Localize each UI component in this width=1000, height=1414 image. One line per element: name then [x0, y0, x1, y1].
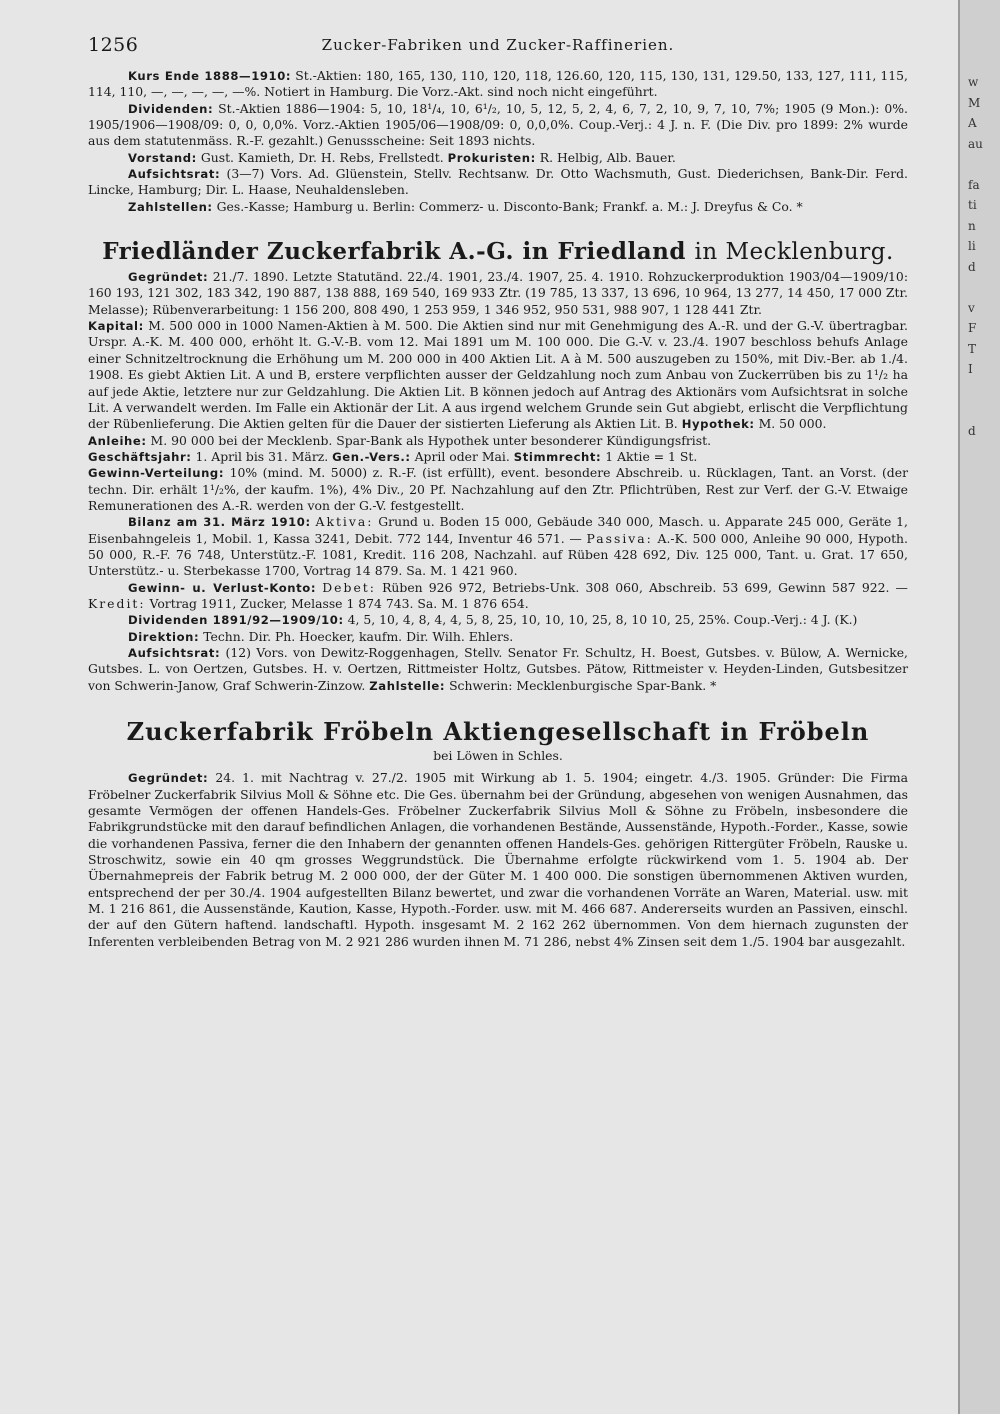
- gewinn-label: Gewinn-Verteilung:: [88, 466, 225, 481]
- adjacent-page-letter: [968, 626, 998, 647]
- hypothek-label: Hypothek:: [681, 417, 755, 432]
- bilanz-aktiva-word: Aktiva:: [315, 514, 374, 530]
- bilanz-passiva-word: Passiva:: [586, 530, 653, 546]
- friedland-guv: [88, 580, 908, 613]
- adjacent-page-letter: n: [968, 218, 976, 233]
- guv-label: Gewinn- u. Verlust-Konto:: [128, 580, 317, 595]
- adjacent-page-letter: [968, 564, 998, 585]
- genvers-text: April oder Mai.: [414, 448, 510, 464]
- friedland-geschaeftsjahr: [88, 449, 908, 465]
- adjacent-page-letter: [968, 462, 998, 483]
- adjacent-page-letter: [968, 585, 998, 606]
- friedland-gegruendet: [88, 269, 908, 318]
- friedland-anleihe: [88, 433, 908, 449]
- friedland-bilanz: [88, 514, 908, 579]
- friedland-title-location: in Mecklenburg.: [694, 239, 894, 266]
- zahlstellen-text: Ges.-Kasse; Hamburg u. Berlin: Commerz- u. Disconto-Bank; Frankf. a. M.: J. Dreyfus & Co. *: [216, 198, 803, 214]
- geschaeftsjahr-label: Geschäftsjahr:: [88, 449, 192, 464]
- adjacent-page-letter: [968, 482, 998, 503]
- adjacent-page-letters: [968, 72, 998, 646]
- ar-text: (12) Vors. von Dewitz-Roggenhagen, Stellv. Senator Fr. Schultz, H. Boest, Gutsbes. v. Bülow, A. Wernicke, Gutsbes. L. von Oertzen, Gutsbes. H. v. Oertzen, Rittmeister Holtz, Gutsbes. Pätow, Rittmeister v. Heyden-Linden, Gutsbesitzer von Schwerin-Janow, Graf Schwerin-Zinzow.: [88, 645, 908, 693]
- aufsichtsrat-paragraph: [88, 166, 908, 199]
- adjacent-page-letter: li: [968, 239, 976, 253]
- zahlstellen-label: Zahlstellen:: [128, 199, 213, 214]
- stimmrecht-label: Stimmrecht:: [513, 449, 602, 464]
- adjacent-page-letter: [968, 154, 998, 175]
- kurs-paragraph: [88, 68, 908, 101]
- friedland-aufsichtsrat: [88, 645, 908, 694]
- froebeln-subtitle: bei Löwen in Schles.: [433, 748, 563, 764]
- friedland-direktion: [88, 629, 908, 645]
- running-title: Zucker-Fabriken und Zucker-Raffinerien.: [321, 36, 675, 54]
- guv-debet-text: Rüben 926 972, Betriebs-Unk. 308 060, Abschreib. 53 699, Gewinn 587 922. —: [382, 579, 908, 595]
- froebeln-gegruendet-text: 24. 1. mit Nachtrag v. 27./2. 1905 mit Wirkung ab 1. 5. 1904; eingetr. 4./3. 1905. Gründer: Die Firma Fröbelner Zuckerfabrik Silvius Moll & Söhne etc. Die Ges. übernahm bei der Gründung, abgesehen von wenigen Ausnahmen, das gesamte Vermögen der offenen Handels-Ges. Fröbelner Zuckerfabrik Silvius Moll & Söhne zu Fröbeln, insbesondere die Fabrikgrundstücke mit den darauf befindlichen Anlagen, die vorhandenen Bestände, Aussenstände, Hypoth.-Forder., Kasse, sowie die vorhandenen Passiva, ferner die den Inhabern der genannten offenen Handels-Ges. gehörigen Rittergüter Fröbeln, Rauske u. Stroschwitz, sowie ein 40 qm grosses Weggrundstück. Die Übernahme erfolgte rückwirkend vom 1. 5. 1904 ab. Der Übernahmepreis der Fabrik betrug M. 2 000 000, der der Güter M. 1 400 000. Die sonstigen übernommenen Aktiven wurden, entsprechend der per 30./4. 1904 aufgestellten Bilanz bewertet, und zwar die vorhandenen Vorräte an Waren, Material. usw. mit M. 1 216 861, die Aussenstände, Kaution, Kasse, Hypoth.-Forder. usw. mit M. 466 687. Andererseits wurden an Passiven, einschl. der auf den Gütern haftend. landschaftl. Hypoth. insgesamt M. 2 162 262 übernommen. Von dem hiernach zugunsten der Inferenten verbleibenden Betrag von M. 2 921 286 wurden ihnen M. 71 286, nebst 4% Zinsen seit dem 1./5. 1904 bar ausgezahlt.: [88, 770, 908, 949]
- page-content: [88, 68, 908, 950]
- guv-debet-word: Debet:: [322, 579, 376, 595]
- kapital-label: Kapital:: [88, 319, 144, 334]
- dividenden-text: St.-Aktien 1886—1904: 5, 10, 18¹/₄, 10, 6¹/₂, 10, 5, 12, 5, 2, 4, 6, 7, 2, 10, 9, 7, 10, 7%; 1905 (9 Mon.): 0%. 1905/1906—1908/09: 0, 0, 0,0%. Vorz.-Aktien 1905/06—1908/09: 0, 0,0,0%. Coup.-Verj.: 4 J. n. F. (Die Div. pro 1899: 2% wurde aus dem statutenmäss. R.-F. gezahlt.) Genussscheine: Seit 1893 nichts.: [88, 100, 908, 149]
- genvers-label: Gen.-Vers.:: [332, 449, 411, 464]
- prokuristen-text: R. Helbig, Alb. Bauer.: [539, 149, 676, 165]
- guv-kredit-text: Vortrag 1911, Zucker, Melasse 1 874 743. Sa. M. 1 876 654.: [149, 595, 529, 611]
- adjacent-page-letter: [968, 277, 998, 298]
- bilanz-aktiva-text: Grund u. Boden 15 000, Gebäude 340 000, Masch. u. Apparate 245 000, Geräte 1, Eisenbahngeleis 1, Mobil. 1, Kassa 3241, Debit. 772 144, Inventur 46 571. —: [88, 514, 908, 546]
- adjacent-page-letter: fa: [968, 177, 980, 192]
- ar-label: Aufsichtsrat:: [128, 646, 221, 660]
- adjacent-page-letter: [968, 605, 998, 626]
- adjacent-page-letter: M: [968, 95, 981, 110]
- friedland-title: [88, 235, 908, 269]
- zahlstellen-paragraph: [88, 199, 908, 215]
- adjacent-page-letter: [968, 400, 998, 421]
- vorstand-label: Vorstand:: [128, 150, 197, 165]
- adjacent-page-letter: w: [968, 75, 979, 89]
- friedland-dividenden: [88, 612, 908, 628]
- adjacent-page-letter: d: [968, 259, 976, 274]
- adjacent-page-letter: v: [968, 300, 975, 315]
- direktion-text: Techn. Dir. Ph. Hoecker, kaufm. Dir. Wilh. Ehlers.: [203, 628, 514, 644]
- kapital-text: M. 500 000 in 1000 Namen-Aktien à M. 500. Die Aktien sind nur mit Genehmigung des A.-R. und der G.-V. übertragbar. Urspr. A.-K. M. 400 000, erhöht lt. G.-V.-B. vom 12. Mai 1891 um M. 100 000. Die G.-V. v. 23./4. 1907 beschloss behufs Anlage einer Schnitzeltrocknung die Erhöhung um M. 200 000 in 400 Aktien Lit. A à M. 500 auszugeben zu 150%, mit Div.-Ber. ab 1./4. 1908. Es giebt Aktien Lit. A und B, erstere verpflichten ausser der Geldzahlung noch zum Anbau von Zuckerrüben bis zu 1¹/₂ ha auf jede Aktie, letztere nur zur Geldzahlung. Die Aktien Lit. B können jedoch auf Antrag des Aktionärs vom Aufsichtsrat in solche Lit. A verwandelt werden. Im Falle ein Aktionär der Lit. A aus irgend welchem Grunde sein Gut abgiebt, erlischt die Verpflichtung der Rübenlieferung. Die Aktien gelten für die Dauer der sistierten Lieferung als Aktien Lit. B.: [88, 318, 908, 432]
- adjacent-page-letter: [968, 441, 998, 462]
- zahlstelle-label: Zahlstelle:: [369, 678, 446, 693]
- adjacent-page-letter: [968, 380, 998, 401]
- page-number: 1256: [88, 34, 139, 56]
- div-text: 4, 5, 10, 4, 8, 4, 4, 5, 8, 25, 10, 10, 10, 25, 8, 10 10, 25, 25%. Coup.-Verj.: 4 J. (K.): [347, 612, 858, 628]
- adjacent-page-letter: d: [968, 423, 976, 438]
- vorstand-text: Gust. Kamieth, Dr. H. Rebs, Frellstedt.: [200, 149, 444, 165]
- dividenden-label: Dividenden:: [128, 101, 214, 116]
- gewinn-text: 10% (mind. M. 5000) z. R.-F. (ist erfüllt), event. besondere Abschreib. u. Rücklagen, Tant. an Vorst. (der techn. Dir. erhält 1¹/₂%, der kaufm. 1%), 4% Div., 20 Pf. Nachzahlung auf den Ztr. Pflichtrüben, Rest zur Verf. der G.-V. Etwaige Remunerationen des A.-R. werden von der G.-V. festgestellt.: [88, 465, 908, 513]
- zahlstelle-text: Schwerin: Mecklenburgische Spar-Bank. *: [449, 677, 717, 693]
- adjacent-page-letter: [968, 503, 998, 524]
- hypothek-text: M. 50 000.: [758, 416, 827, 432]
- adjacent-page-letter: ti: [968, 198, 977, 212]
- froebeln-gegruendet-label: Gegründet:: [128, 771, 209, 786]
- adjacent-page-letter: F: [968, 321, 977, 335]
- kurs-text: St.-Aktien: 180, 165, 130, 110, 120, 118, 126.60, 120, 115, 130, 131, 129.50, 133, 127, 111, 115, 114, 110, —, —, —, —, —%. Notiert in Hamburg. Die Vorz.-Akt. sind noch nicht eingeführt.: [88, 68, 908, 100]
- aufsichtsrat-text: (3—7) Vors. Ad. Glüenstein, Stellv. Rechtsanw. Dr. Otto Wachsmuth, Gust. Diederichsen, Bank-Dir. Ferd. Lincke, Hamburg; Dir. L. Haase, Neuhaldensleben.: [88, 166, 908, 198]
- adjacent-page-edge: [958, 0, 1000, 1414]
- adjacent-page-letter: au: [968, 136, 983, 151]
- adjacent-page-letter: I: [968, 362, 973, 376]
- dividenden-paragraph: [88, 101, 908, 150]
- froebeln-gegruendet: [88, 770, 908, 950]
- vorstand-paragraph: [88, 150, 908, 166]
- froebeln-title: Zuckerfabrik Fröbeln Aktiengesellschaft in Fröbeln: [126, 717, 870, 747]
- aufsichtsrat-label: Aufsichtsrat:: [128, 167, 221, 182]
- div-label: Dividenden 1891/92—1909/10:: [128, 613, 344, 628]
- page-header: [88, 34, 908, 60]
- adjacent-page-letter: A: [968, 116, 977, 130]
- friedland-gewinn: [88, 465, 908, 514]
- adjacent-page-letter: [968, 523, 998, 544]
- gegruendet-text: 21./7. 1890. Letzte Statutänd. 22./4. 1901, 23./4. 1907, 25. 4. 1910. Rohzuckerproduktion 1903/04—1909/10: 160 193, 121 302, 183 342, 190 887, 138 888, 169 540, 169 933 Ztr. (19 785, 13 337, 13 696, 10 964, 13 277, 14 450, 17 000 Ztr. Melasse); Rübenverarbeitung: 1 156 200, 808 490, 1 253 959, 1 346 952, 950 531, 988 907, 1 128 441 Ztr.: [88, 269, 908, 317]
- anleihe-label: Anleihe:: [88, 433, 147, 448]
- friedland-kapital: [88, 318, 908, 432]
- geschaeftsjahr-text: 1. April bis 31. März.: [195, 448, 329, 464]
- bilanz-label: Bilanz am 31. März 1910:: [128, 515, 311, 530]
- prokuristen-label: Prokuristen:: [447, 150, 536, 165]
- guv-kredit-word: Kredit:: [88, 595, 146, 611]
- stimmrecht-text: 1 Aktie = 1 St.: [605, 448, 698, 464]
- adjacent-page-letter: T: [968, 341, 977, 356]
- direktion-label: Direktion:: [128, 629, 200, 644]
- bilanz-passiva-text: A.-K. 500 000, Anleihe 90 000, Hypoth. 50 000, R.-F. 76 748, Unterstütz.-F. 1081, Kredit. 116 208, Nachzahl. auf Rüben 428 692, Div. 125 000, Tant. u. Grat. 17 650, Unterstütz.- u. Sterbekasse 1700, Vortrag 14 879. Sa. M. 1 421 960.: [88, 530, 908, 579]
- friedland-title-name: Friedländer Zuckerfabrik A.-G. in Friedland: [102, 238, 686, 266]
- anleihe-text: M. 90 000 bei der Mecklenb. Spar-Bank als Hypothek unter besonderer Kündigungsfrist.: [150, 432, 712, 448]
- kurs-label: Kurs Ende 1888—1910:: [128, 69, 292, 83]
- gegruendet-label: Gegründet:: [128, 270, 209, 285]
- adjacent-page-letter: [968, 544, 998, 565]
